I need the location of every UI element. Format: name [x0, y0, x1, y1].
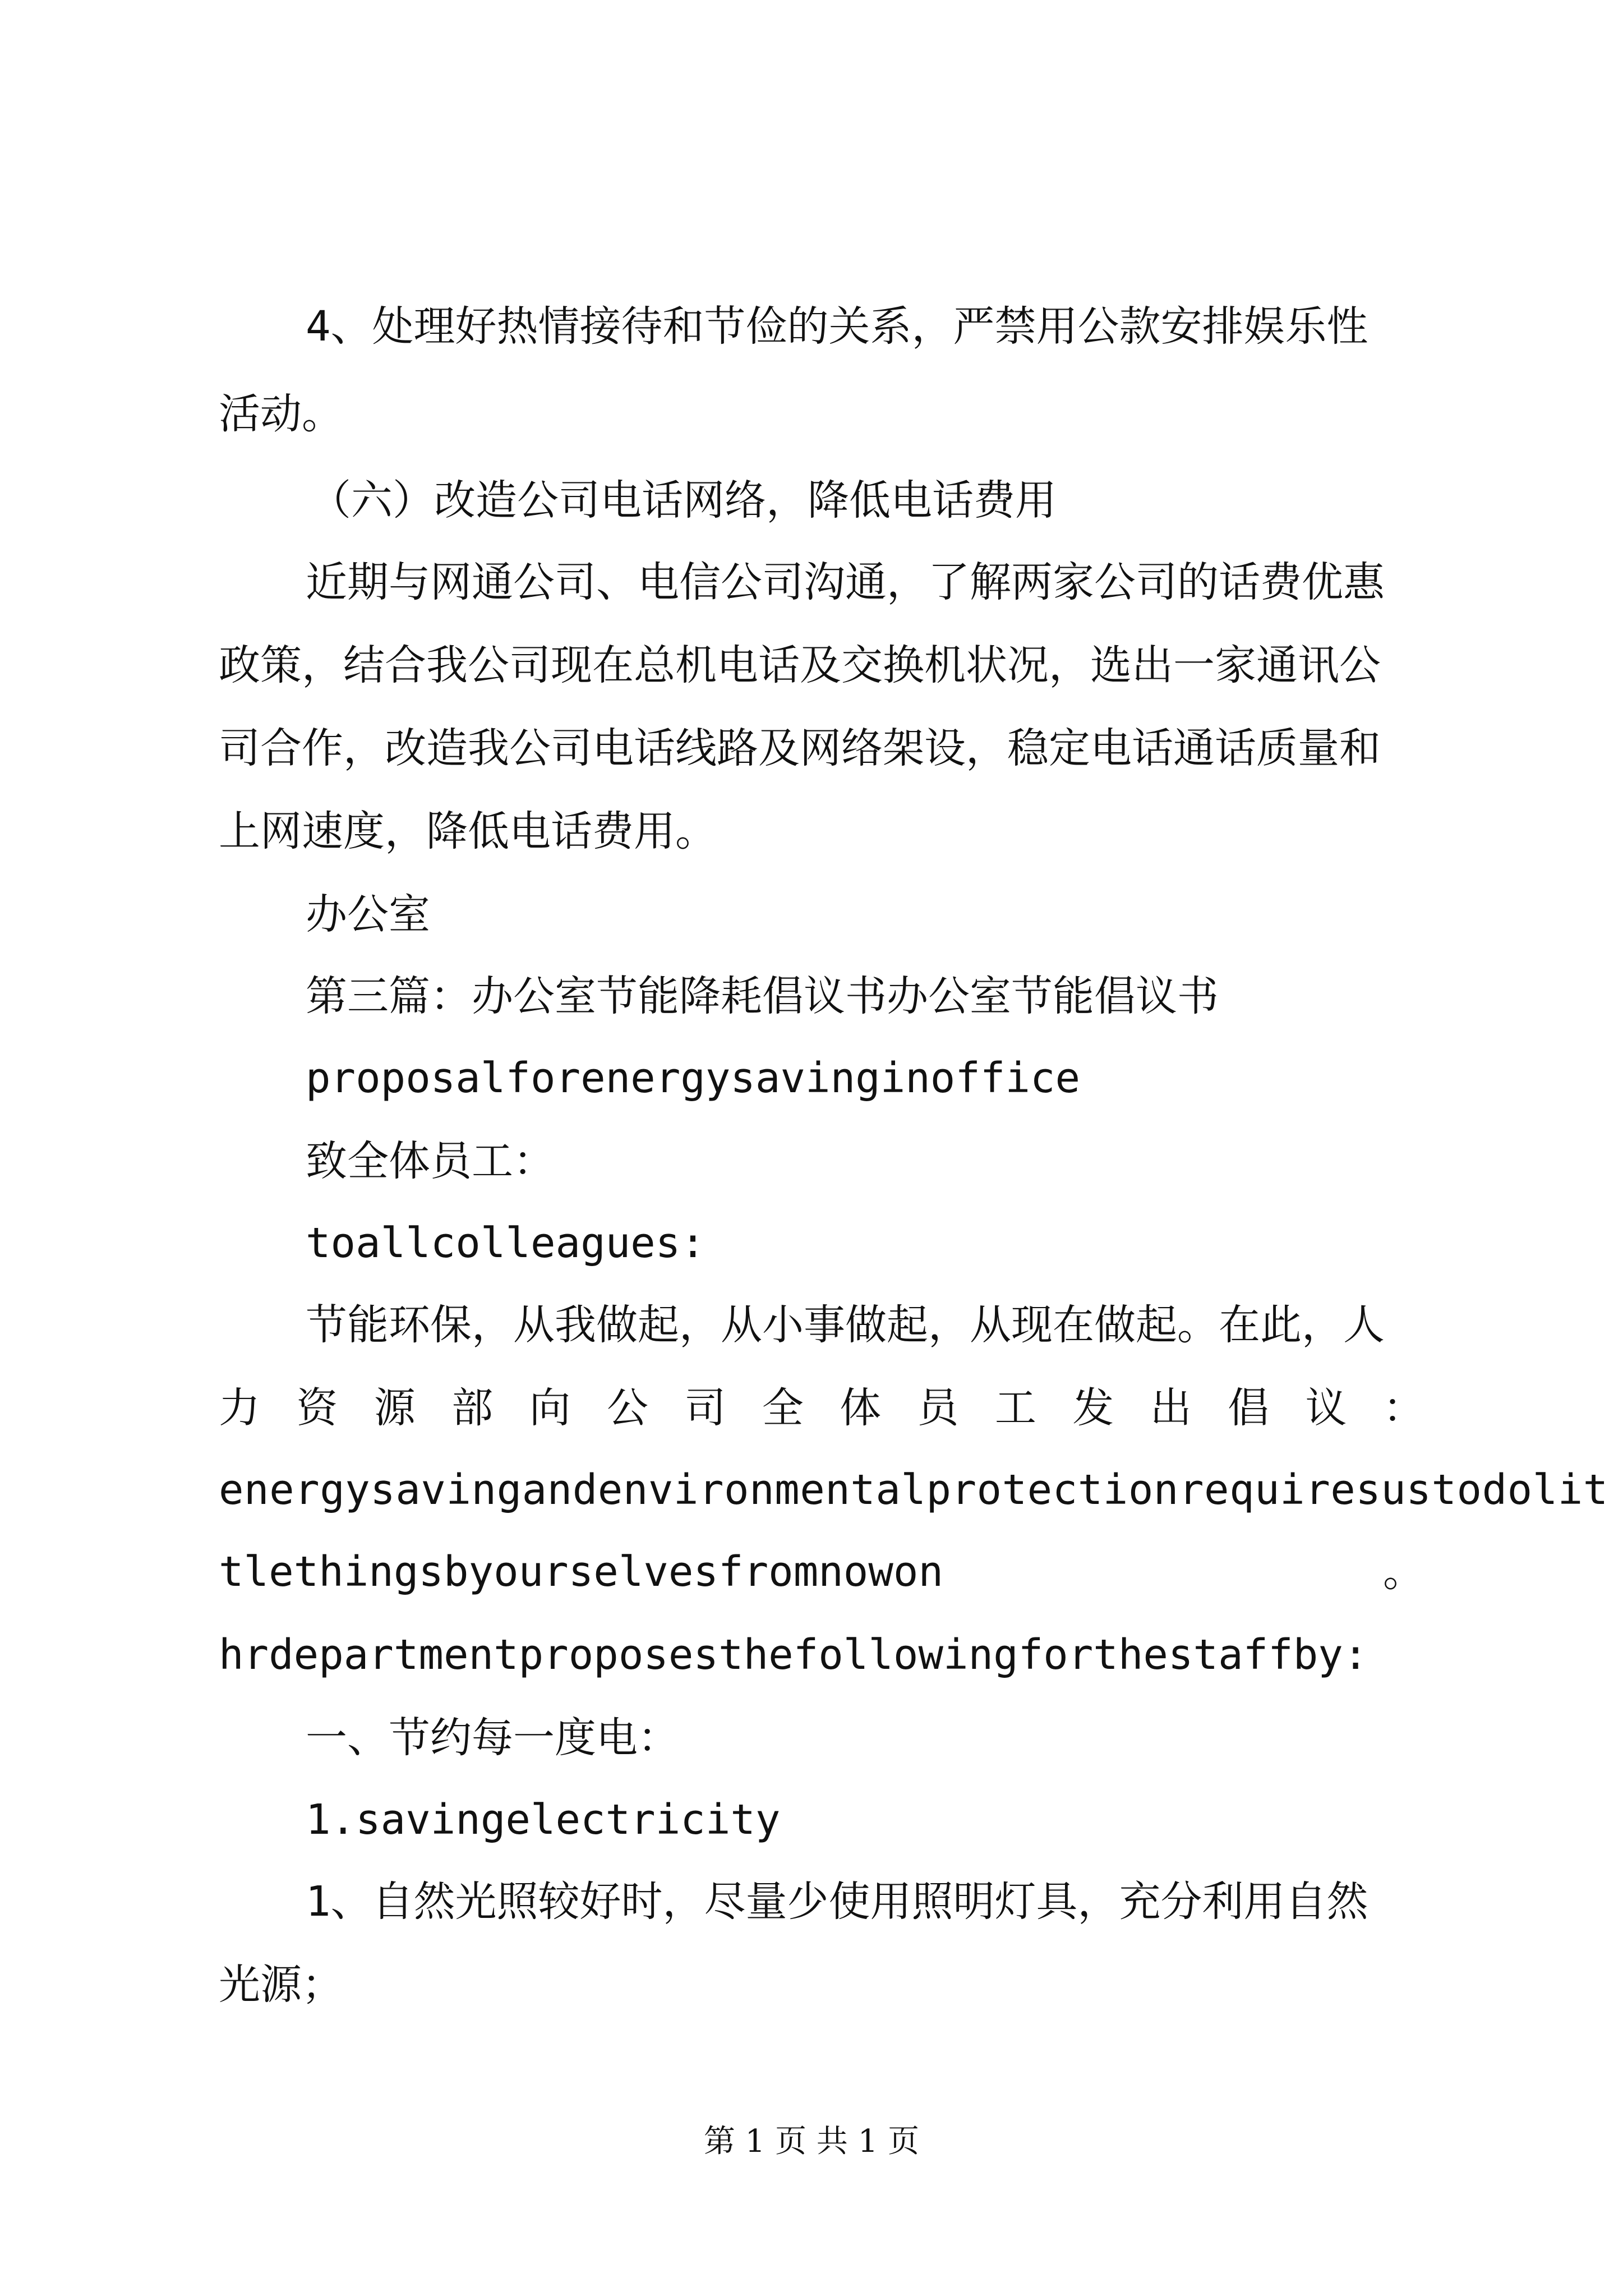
char: 资	[296, 1384, 338, 1432]
paragraph-line: energysavingandenvironmentalprotectionrequiresustodolit	[219, 1466, 1608, 1514]
char: 发	[1072, 1384, 1114, 1432]
char: 员	[917, 1384, 959, 1432]
paragraph-line: hrdepartmentproposesthefollowingforthestaffby:	[219, 1631, 1368, 1679]
english-title: proposalforenergysavinginoffice	[306, 1054, 1081, 1102]
paragraph-line: 4、处理好热情接待和节俭的关系，严禁用公款安排娱乐性	[306, 302, 1368, 351]
paragraph-line: 上网速度，降低电话费用。	[219, 807, 717, 855]
char: 源	[374, 1384, 416, 1432]
section-heading: （六）改造公司电话网络，降低电话费用	[310, 476, 1057, 524]
paragraph-line: 光源；	[219, 1961, 343, 2009]
line-text: tlethingsbyourselvesfromnowon	[219, 1548, 944, 1596]
paragraph-line: 1、自然光照较好时，尽量少使用照明灯具，充分利用自然	[306, 1878, 1368, 1926]
char: 体	[840, 1384, 882, 1432]
paragraph-line: 政策，结合我公司现在总机电话及交换机状况，选出一家通讯公	[219, 641, 1381, 689]
section-heading-english: 1.savingelectricity	[306, 1796, 781, 1844]
page-footer: 第 1 页 共 1 页	[703, 2123, 920, 2160]
char: ：	[1382, 1384, 1424, 1432]
char: 司	[684, 1384, 726, 1432]
char: 倡	[1228, 1384, 1270, 1432]
paragraph-line: 司合作，改造我公司电话线路及网络架设，稳定电话通话质量和	[219, 724, 1381, 772]
paragraph-line: 节能环保，从我做起，从小事做起，从现在做起。在此，人	[306, 1301, 1385, 1349]
paragraph-line: 近期与网通公司、电信公司沟通，了解两家公司的话费优惠	[306, 558, 1385, 606]
department-label: 办公室	[306, 890, 430, 938]
justified-line	[219, 1544, 1424, 1600]
justified-line	[219, 1380, 1424, 1436]
section-heading: 一、节约每一度电：	[306, 1714, 679, 1762]
char: 力	[219, 1384, 260, 1432]
part-title: 第三篇：办公室节能降耗倡议书办公室节能倡议书	[306, 972, 1219, 1020]
greeting-chinese: 致全体员工：	[306, 1137, 555, 1185]
char: 向	[529, 1384, 571, 1432]
char: 议	[1305, 1384, 1347, 1432]
greeting-english: toallcolleagues:	[306, 1219, 706, 1267]
char: 部	[451, 1384, 494, 1432]
char: 全	[762, 1384, 804, 1432]
char: 工	[994, 1384, 1036, 1432]
char: 公	[606, 1384, 648, 1432]
line-end-mark: 。	[1383, 1548, 1424, 1596]
paragraph-line: 活动。	[219, 390, 343, 438]
char: 出	[1150, 1384, 1192, 1432]
